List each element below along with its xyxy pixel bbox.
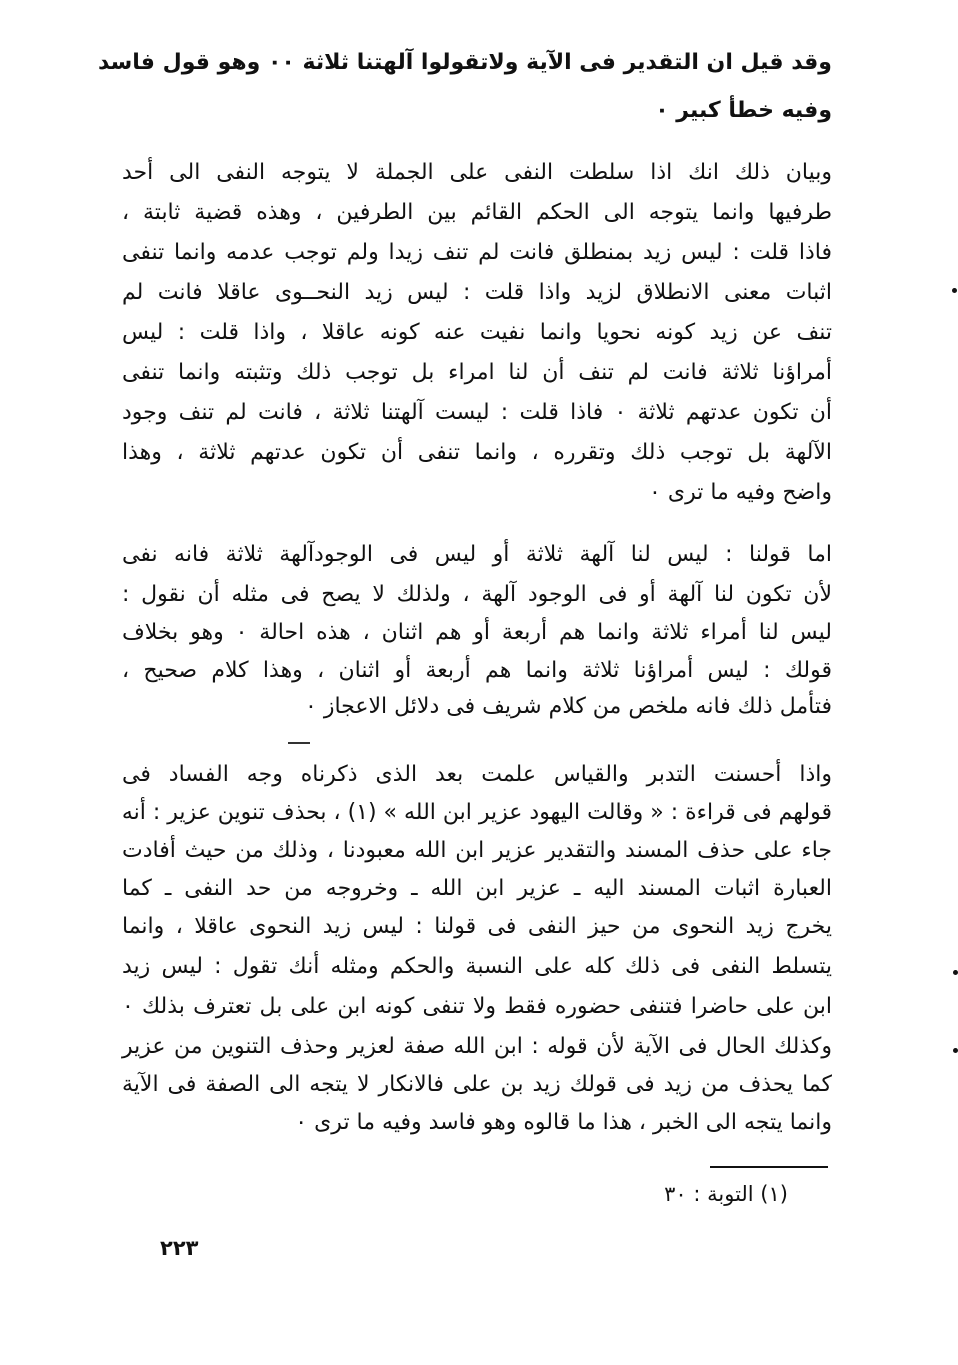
- paragraph-3-line-4: قولك : ليس أمراؤنا ثلاثة وانما هم أربعة أو اثنان ، وهذا كلام صحيح ،: [122, 658, 832, 683]
- paragraph-3-line-1: اما قولنا : ليس لنا آلهة ثلاثة أو ليس فى الوجودآلهة ثلاثة فانه نفى: [122, 542, 832, 567]
- paragraph-4-line-6: يتسلط النفى فى ذلك كله على النسبة والحكم ومثله أنك تقول : ليس زيد: [122, 954, 832, 979]
- paragraph-4-line-10: وانما يتجه الى الخبر ، هذا ما قالوه وهو فاسد وفيه ما ترى ٠: [295, 1110, 832, 1135]
- paragraph-2-line-1: وبيان ذلك انك اذا سلطت النفى على الجملة لا يتوجه النفى الى أحد: [122, 160, 832, 185]
- paragraph-4-line-8: وكذلك الحال فى الآية لأن قوله : ابن الله صفة لعزير وحذف التنوين من عزير: [122, 1034, 832, 1059]
- paragraph-2-line-5: تنف عن زيد كونه نحويا وانما نفيت عنه كونه عاقلا ، واذا قلت : ليس: [122, 320, 832, 345]
- paragraph-3-line-2: لأن تكون لنا آلهة أو فى الوجود آلهة ، ولذلك لا يصح فى مثله أن نقول :: [122, 582, 832, 607]
- paragraph-4-line-2: قولهم فى قراءة : « وقالت اليهود عزير ابن الله » (١) ، بحذف تنوين عزير : أنه: [121, 800, 832, 825]
- scan-mark: [288, 742, 310, 744]
- paragraph-2-line-4: اثبات معنى الانطلاق لزيد واذا قلت : ليس زيد النحــوى عاقلا فانت لم: [122, 280, 832, 305]
- paragraph-4-line-1: واذا أحسنت التدبر والقياس علمت بعد الذى ذكرناه وجه الفساد فى: [122, 762, 832, 787]
- paragraph-2-line-3: فاذا قلت : ليس زيد بمنطلق فانت لم تنف زيدا ولم توجب عدمه وانما تنفى: [122, 240, 832, 265]
- scan-speck: [953, 970, 958, 975]
- paragraph-4-line-3: جاء على حذف المسند والتقدير عزير ابن الله معبودنا ، وذلك من حيث أفادت: [122, 838, 832, 863]
- paragraph-4-line-9: كما يحذف من زيد فى قولك زيد بن على فالانكار لا يتجه الى الصفة فى الآية: [122, 1072, 832, 1097]
- paragraph-4-line-7: ابن على حاضرا فتنفى حضوره فقط ولا تنفى كونه ابن على بل تعترف بذلك ٠: [122, 994, 832, 1019]
- footnote-rule: [710, 1166, 828, 1168]
- paragraph-4-line-5: يخرج زيد النحوى من حيز النفى فى قولنا : ليس زيد النحوى عاقلا ، وانما: [122, 914, 832, 939]
- scan-speck: [953, 1048, 958, 1053]
- paragraph-3-line-3: ليس لنا أمراء ثلاثة وانما هم أربعة أو هم اثنان ، هذه احالة ٠ وهو بخلاف: [122, 620, 832, 645]
- paragraph-2-line-8: الآلهة بل توجب ذلك وتقرره ، وانما تنفى أن تكون عدتهم ثلاثة ، وهذا: [122, 440, 832, 465]
- footnote: (١) التوبة : ٣٠: [664, 1182, 788, 1206]
- paragraph-1-line-2: وفيه خطأ كبير ٠: [655, 98, 832, 123]
- page-number: ٢٢٣: [160, 1236, 199, 1260]
- paragraph-2-line-6: أمراؤنا ثلاثة فانت لم تنف أن لنا امراء بل توجب ذلك وتثبته وانما تنفى: [122, 360, 832, 385]
- paragraph-2-line-2: طرفيها وانما يتوجه الى الحكم القائم بين الطرفين ، وهذه قضية ثابتة ،: [122, 200, 832, 225]
- paragraph-3-line-5: فتأمل ذلك فانه ملخص من كلام شريف فى دلائل الاعجاز ٠: [305, 694, 832, 719]
- paragraph-2-line-9: واضح وفيه ما ترى ٠: [649, 480, 832, 505]
- paragraph-2-line-7: أن تكون عدتهم ثلاثة ٠ فاذا قلت : ليست آلهتنا ثلاثة ، فانت لم تنف وجود: [122, 400, 832, 425]
- scan-speck: [952, 288, 957, 293]
- paragraph-4-line-4: العبارة اثبات المسند اليه ـ عزير ابن الله ـ وخروجه من حد النفى ـ كما: [122, 876, 832, 901]
- paragraph-1-line-1: وقد قيل ان التقدير فى الآية ولاتقولوا آلهتنا ثلاثة ٠٠ وهو قول فاسد: [97, 50, 832, 75]
